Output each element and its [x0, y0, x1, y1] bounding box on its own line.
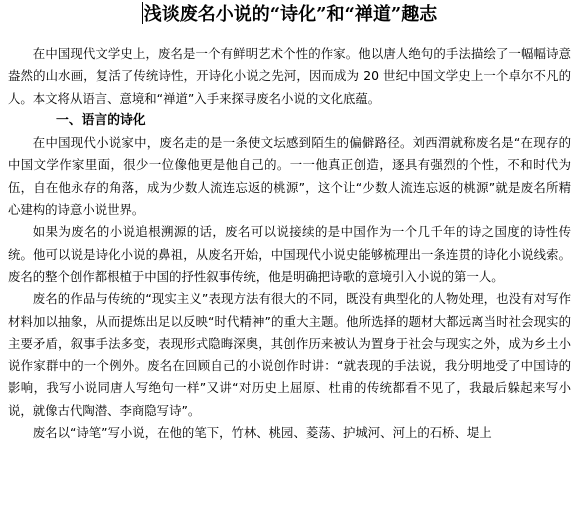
body-paragraph-3: 废名的作品与传统的“现实主义”表现方法有很大的不同，既没有典型化的人物处理，也没有对写作材料加以抽象，从而提炼出足以反映“时代精神”的重大主题。他所选择的题材大都远离当时社会现实的主要矛盾，叙事手法多变，表现形式隐晦深奥，其创作历来被认为置身于社会与现实之外，成为乡土小说作家群中的一个例外。废名在回顾自己的小说创作时讲：“就表现的手法说，我分明地受了中国诗的影响，我写小说同唐人写绝句一样”又讲“对历史上屈原、杜甫的传统都看不见了，我最后躲起来写小说，就像古代陶潜、李商隐写诗”。 [8, 291, 571, 418]
section-heading: 一、语言的诗化 [56, 112, 146, 128]
document-body[interactable] [8, 43, 571, 444]
text-cursor [142, 2, 143, 24]
document-title-row [0, 2, 579, 28]
document-title[interactable]: 浅谈废名小说的“诗化”和“禅道”趣志 [143, 4, 438, 25]
body-paragraph-4: 废名以“诗笔”写小说，在他的笔下，竹林、桃园、菱荡、护城河、河上的石桥、堤上 [32, 425, 492, 441]
body-paragraph-1: 在中国现代小说家中，废名走的是一条使文坛感到陌生的偏僻路径。刘西渭就称废名是“在现存的中国文学作家里面，很少一位像他更是他自己的。一一他真正创造，逐具有强烈的个性，不和时代为伍，自在他永存的角落，成为少数人流连忘返的桃源”，这个让“少数人流连忘返的桃源”就是废名所精心建构的诗意小说世界。 [8, 135, 571, 218]
intro-paragraph: 在中国现代文学史上，废名是一个有鲜明艺术个性的作家。他以唐人绝句的手法描绘了一幅幅诗意盎然的山水画，复活了传统诗性，开诗化小说之先河，因而成为 20 世纪中国文学史上一个卓尔不凡的人。本文将从语言、意境和“禅道”入手来探寻废名小说的文化底蕴。 [8, 46, 571, 106]
body-paragraph-2: 如果为废名的小说追根溯源的话，废名可以说接续的是中国作为一个几千年的诗之国度的诗性传统。他可以说是诗化小说的鼻祖，从废名开始，中国现代小说史能够梳理出一条连贯的诗化小说线索。废名的整个创作都根植于中国的抒性叙事传统，他是明确把诗歌的意境引入小说的第一人。 [8, 224, 571, 284]
